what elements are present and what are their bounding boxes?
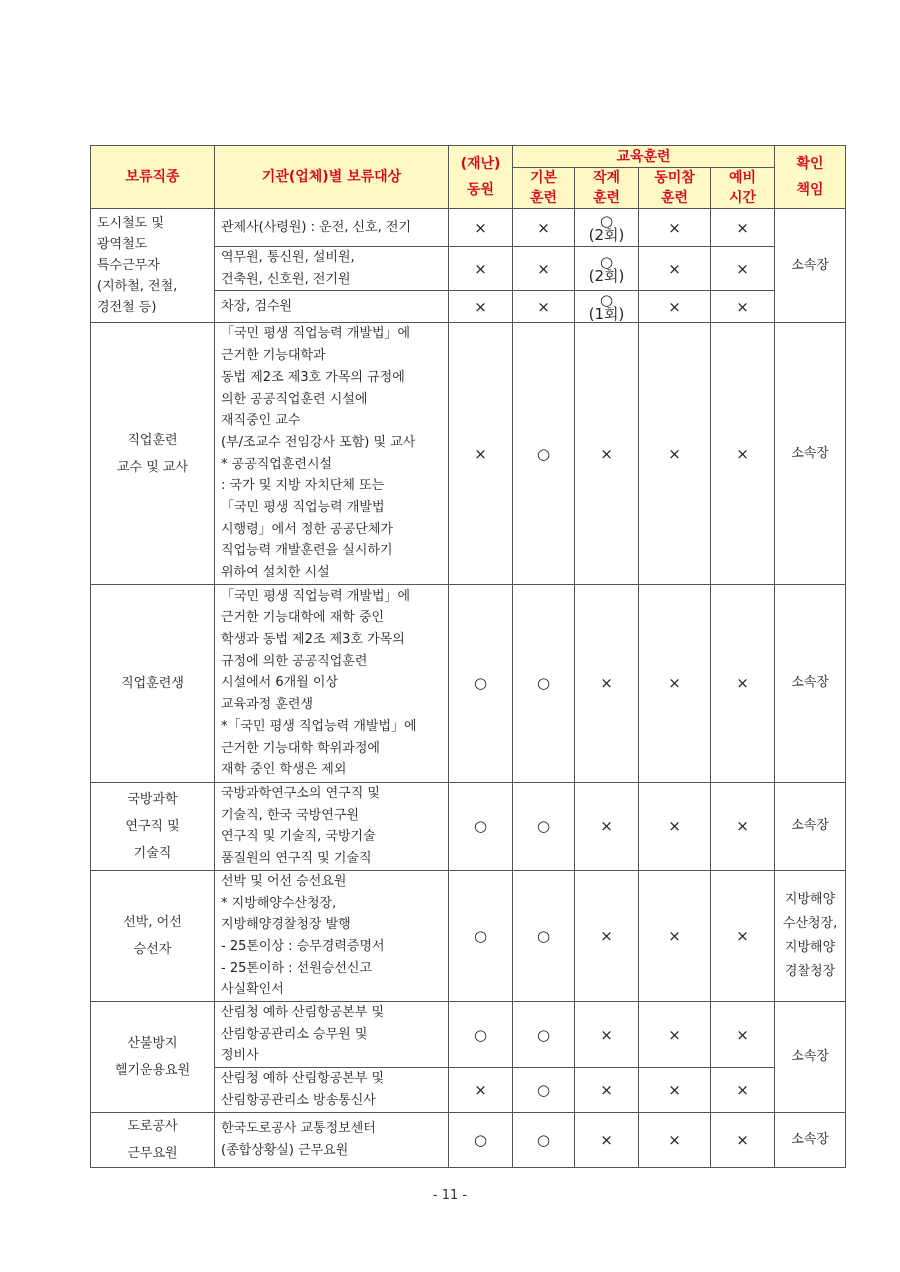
target-cell: 선박 및 어선 승선요원 * 지방해양수산청장, 지방해양경찰청장 발행 - 25톤이상 : 승무경력증명서 - 25톤이하 : 선원승선신고 사실확인서 — [215, 870, 449, 1001]
header-category: 보류직종 — [91, 146, 215, 209]
header-reserve-time: 예비 시간 — [711, 168, 775, 209]
mark-cell: × — [639, 291, 711, 323]
mark-cell: × — [711, 291, 775, 323]
table-body — [91, 209, 846, 1168]
mark-cell: × — [639, 1002, 711, 1068]
mark-cell: × — [575, 1068, 639, 1112]
mark-cell: ○ — [449, 1002, 513, 1068]
target-cell: 산림청 예하 산림항공본부 및 산림항공관리소 방송통신사 — [215, 1068, 449, 1112]
mark-cell: × — [711, 323, 775, 584]
mark-cell: ○ — [449, 584, 513, 782]
mark-cell: × — [575, 1112, 639, 1167]
mark-cell: × — [575, 1002, 639, 1068]
table-row — [91, 584, 846, 782]
target-cell: 국방과학연구소의 연구직 및 기술직, 한국 국방연구원 연구직 및 기술직, 국방기술 품질원의 연구직 및 기술직 — [215, 782, 449, 870]
category-cell: 도시철도 및 광역철도 특수근무자 (지하철, 전철, 경전철 등) — [91, 209, 215, 323]
table-row — [91, 1002, 846, 1068]
mark-cell: ○ (2회) — [575, 247, 639, 291]
mark-cell: × — [639, 1068, 711, 1112]
category-cell: 직업훈련 교수 및 교사 — [91, 323, 215, 584]
mark-cell: × — [711, 870, 775, 1001]
mark-cell: × — [711, 782, 775, 870]
header-confirm: 확인 책임 — [775, 146, 846, 209]
target-cell: 산림청 예하 산림항공본부 및 산림항공관리소 승무원 및 정비사 — [215, 1002, 449, 1068]
mark-cell: × — [513, 291, 575, 323]
deferment-table — [90, 145, 846, 1168]
mark-cell: × — [711, 1068, 775, 1112]
header-target: 기관(업체)별 보류대상 — [215, 146, 449, 209]
mark-cell: ○ — [513, 323, 575, 584]
confirm-cell: 지방해양 수산청장, 지방해양 경찰청장 — [775, 870, 846, 1001]
mark-cell: × — [449, 209, 513, 247]
table-row — [91, 870, 846, 1001]
mark-cell: × — [711, 584, 775, 782]
mark-cell: × — [513, 247, 575, 291]
target-cell: 역무원, 통신원, 설비원, 건축원, 신호원, 전기원 — [215, 247, 449, 291]
mark-cell: ○ — [449, 870, 513, 1001]
category-cell: 산불방지 헬기운용요원 — [91, 1002, 215, 1113]
confirm-cell: 소속장 — [775, 209, 846, 323]
category-cell: 선박, 어선 승선자 — [91, 870, 215, 1001]
mark-cell: × — [639, 323, 711, 584]
mark-cell: × — [575, 323, 639, 584]
mark-cell: × — [639, 1112, 711, 1167]
table-row — [91, 1112, 846, 1167]
mark-cell: × — [575, 870, 639, 1001]
confirm-cell: 소속장 — [775, 1112, 846, 1167]
category-cell: 국방과학 연구직 및 기술직 — [91, 782, 215, 870]
mark-cell: × — [639, 584, 711, 782]
page-number: - 11 - — [432, 1188, 468, 1203]
mark-cell: × — [575, 584, 639, 782]
target-cell: 「국민 평생 직업능력 개발법」에 근거한 기능대학과 동법 제2조 제3호 가목의 규정에 의한 공공직업훈련 시설에 재직중인 교수 (부/조교수 전임강사 포함) 및 교사 * 공공직업훈련시설 : 국가 및 지방 자치단체 또는 「국민 평생 직업능력 개발법 시행령」에서 정한 공공단체가 직업능력 개발훈련을 실시하기 위하여 설치한 시설 — [215, 323, 449, 584]
confirm-cell: 소속장 — [775, 782, 846, 870]
mark-cell: × — [639, 870, 711, 1001]
header-home-training: 작계 훈련 — [575, 168, 639, 209]
mark-cell: × — [711, 1002, 775, 1068]
mark-cell: × — [639, 782, 711, 870]
mark-cell: ○ — [513, 1112, 575, 1167]
mark-cell: ○ — [513, 1002, 575, 1068]
mark-cell: × — [449, 1068, 513, 1112]
mark-cell: ○ — [513, 1068, 575, 1112]
target-cell: 한국도로공사 교통정보센터 (종합상황실) 근무요원 — [215, 1112, 449, 1167]
category-cell: 도로공사 근무요원 — [91, 1112, 215, 1167]
confirm-cell: 소속장 — [775, 323, 846, 584]
mark-cell: × — [449, 291, 513, 323]
target-cell: 「국민 평생 직업능력 개발법」에 근거한 기능대학에 재학 중인 학생과 동법 제2조 제3호 가목의 규정에 의한 공공직업훈련 시설에서 6개월 이상 교육과정 훈련생 *「국민 평생 직업능력 개발법」에 근거한 기능대학 학위과정에 재학 중인 학생은 제외 — [215, 584, 449, 782]
mark-cell: × — [711, 1112, 775, 1167]
target-cell: 관제사(사령원) : 운전, 신호, 전기 — [215, 209, 449, 247]
mark-cell: ○ (1회) — [575, 291, 639, 323]
mark-cell: × — [639, 247, 711, 291]
category-cell: 직업훈련생 — [91, 584, 215, 782]
mark-cell: × — [711, 209, 775, 247]
header-nonattendance-training: 동미참 훈련 — [639, 168, 711, 209]
mark-cell: ○ (2회) — [575, 209, 639, 247]
mark-cell: ○ — [513, 584, 575, 782]
mark-cell: × — [449, 323, 513, 584]
mark-cell: × — [575, 782, 639, 870]
mark-cell: × — [513, 209, 575, 247]
mark-cell: × — [711, 247, 775, 291]
mark-cell: ○ — [513, 870, 575, 1001]
table-row — [91, 782, 846, 870]
mark-cell: ○ — [513, 782, 575, 870]
header-basic-training: 기본 훈련 — [513, 168, 575, 209]
header-mobilization: (재난) 동원 — [449, 146, 513, 209]
header-training: 교육훈련 — [513, 146, 775, 168]
mark-cell: × — [449, 247, 513, 291]
confirm-cell: 소속장 — [775, 584, 846, 782]
table-row — [91, 209, 846, 247]
table-row — [91, 323, 846, 584]
mark-cell: ○ — [449, 782, 513, 870]
mark-cell: × — [639, 209, 711, 247]
target-cell: 차장, 검수원 — [215, 291, 449, 323]
confirm-cell: 소속장 — [775, 1002, 846, 1113]
mark-cell: ○ — [449, 1112, 513, 1167]
